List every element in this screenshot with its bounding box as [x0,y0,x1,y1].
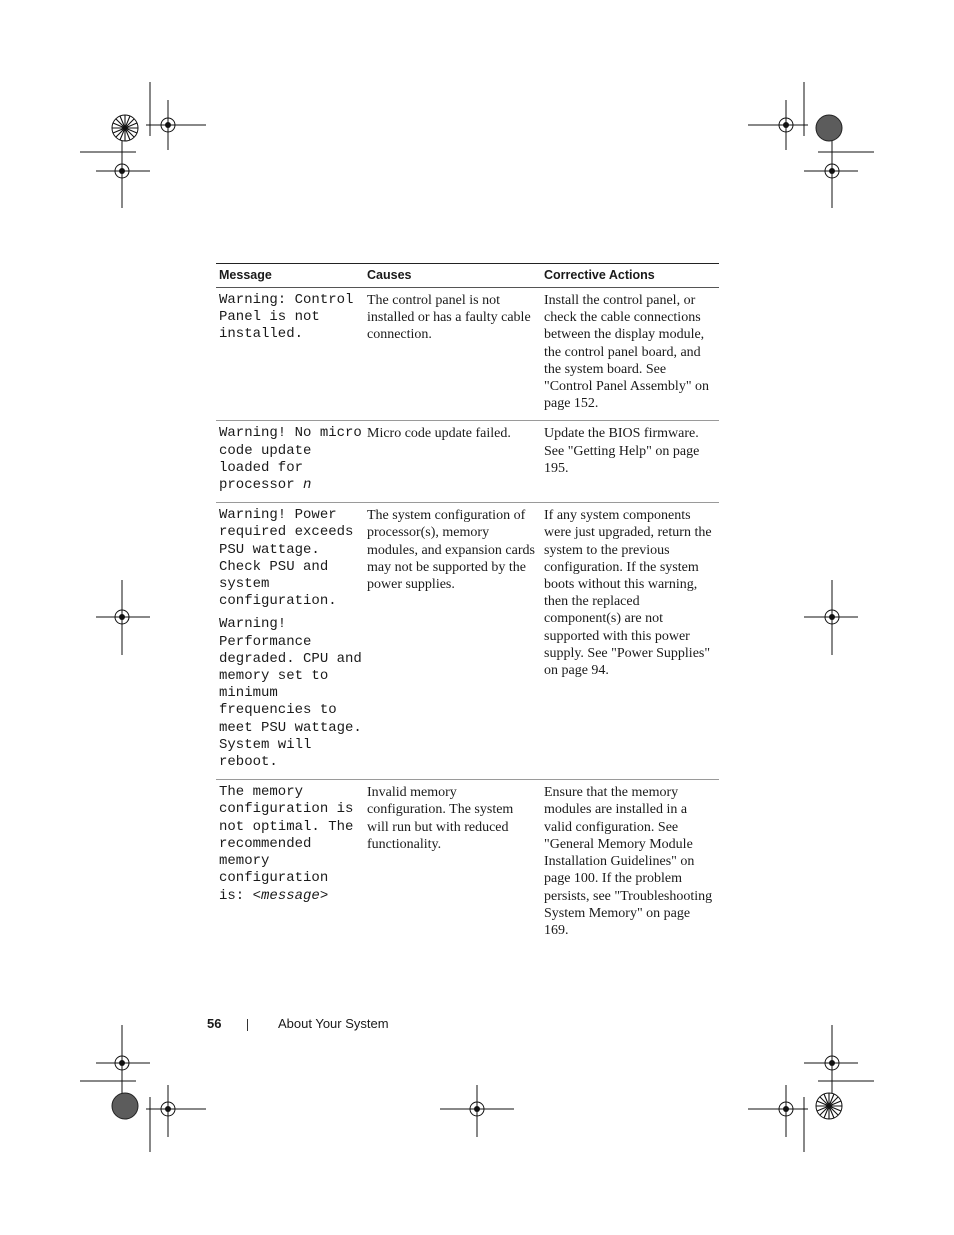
message-line: system [219,576,270,593]
table-row [216,288,719,421]
crop-mark-bottom-left [80,1025,206,1152]
message-line: Performance [219,633,312,650]
message-line: System will [219,736,312,753]
header-causes: Causes [364,264,541,288]
message-block [219,507,361,610]
message-cell [216,421,364,503]
star-target-bottom-right [816,1093,842,1119]
message-line: code update [219,442,312,459]
table-row [216,780,719,947]
message-line [219,477,361,494]
message-line: configuration. [219,593,337,610]
crop-mark-top-left [80,82,206,208]
message-cell [216,503,364,780]
message-line: degraded. CPU and [219,650,362,667]
message-line: minimum [219,685,278,702]
gray-dot-top-right [816,115,842,141]
message-line: Warning! [219,616,287,633]
action-cell: If any system components were just upgraded, return the system to the previous configuration. If the system boots without this warning, then the replaced component(s) are not supported with this power supply. See "Power Supplies" on page 94. [541,503,719,780]
cause-cell: The control panel is not installed or has a faulty cable connection. [364,288,541,421]
message-block [219,784,361,904]
star-target-top-left [112,115,138,141]
message-table [216,263,719,947]
message-line [219,888,361,905]
action-cell: Install the control panel, or check the cable connections between the display module, the control panel board, and the system board. See "Control Panel Assembly" on page 152. [541,288,719,421]
table-row [216,503,719,780]
action-cell: Ensure that the memory modules are installed in a valid configuration. See "General Memory Module Installation Guidelines" on page 100. If the problem persists, see "Troubleshooting System Memory" on page 169. [544,785,713,938]
message-line: Warning: Control [219,292,354,308]
header-message: Message [216,264,364,288]
message-cell [216,288,364,421]
message-variable: n [303,477,312,494]
cause-cell: Invalid memory configuration. The system will run but with reduced functionality. [367,785,514,852]
message-line-text: processor [219,477,304,494]
message-line: memory set to [219,668,329,685]
message-line: Panel is not [219,309,320,326]
table-row [216,421,719,503]
message-line: installed. [219,326,304,343]
cause-cell: The system configuration of processor(s), memory modules, and expansion cards may not be supported by the power supplies. [364,503,541,780]
message-block [219,616,361,771]
message-line: Warning! No micro [219,425,362,442]
page-number: 56 [207,1016,222,1031]
gray-dot-bottom-left [112,1093,138,1119]
message-line: not optimal. The [219,818,354,835]
crop-mark-bottom-right [748,1025,874,1152]
crop-mark-top-right [748,82,874,208]
header-corrective-actions: Corrective Actions [541,264,719,288]
message-line: frequencies to [219,702,337,719]
message-block [219,292,361,344]
message-line: configuration is [219,801,354,818]
message-line: reboot. [219,754,278,771]
message-line: Warning! Power [219,507,337,524]
message-line: The memory [219,784,304,801]
action-cell: Update the BIOS firmware. See "Getting Help" on page 195. [541,421,719,503]
message-line: Check PSU and [219,558,329,575]
footer-separator [247,1019,248,1031]
message-line: recommended [219,835,312,852]
message-block [219,425,361,494]
cause-cell: Micro code update failed. [364,421,541,503]
message-line: memory [219,853,270,870]
message-cell [216,780,364,947]
message-line: PSU wattage. [219,541,320,558]
message-line: loaded for [219,459,304,476]
message-variable: <message> [252,887,329,904]
message-line: meet PSU wattage. [219,719,362,736]
message-line: required exceeds [219,524,354,541]
section-title: About Your System [278,1016,389,1031]
message-line: configuration [219,870,329,887]
message-line-text: is: [219,887,253,904]
table-header-row [216,264,719,288]
